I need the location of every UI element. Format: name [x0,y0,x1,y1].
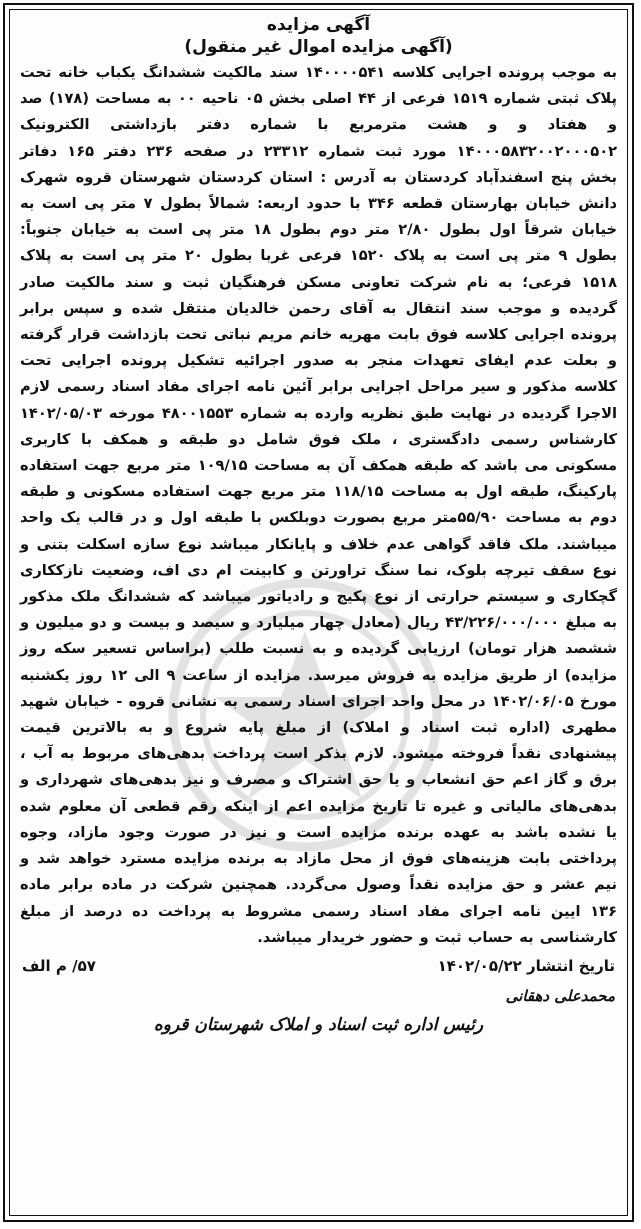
notice-inner-border [9,9,628,1216]
publication-row [20,953,617,979]
signer-name: محمدعلی دهقانی [505,986,615,1005]
notice-subtitle: (آگهی مزایده اموال غیر منقول) [184,37,453,57]
signer-title: رئیس اداره ثبت اسناد و املاک شهرستان قروه [153,1014,484,1035]
reference-code: ۵۷/ م الف [22,956,96,975]
publish-date: تاریخ انتشار ۱۴۰۲/۰۵/۲۲ [437,956,615,975]
notice-frame [3,3,634,1222]
notice-title: آگهی مزایده [266,15,371,35]
notice-body: به موجب پرونده اجرایی کلاسه ۱۴۰۰۰۰۵۴۱ سند مالکیت ششدانگ یکباب خانه تحت پلاک ثبتی شماره ۱۵۱۹ فرعی از ۴۴ اصلی بخش ۰۵ ناحیه ۰۰ به مساحت (۱۷۸) صد و هفتاد و و هشت مترمربع با شماره دفتر بازداشتی الکترونیک ۱۴۰۰۰۵۸۳۲۰۰۲۰۰۰۵۰۲ مورد ثبت شماره ۲۳۳۱۲ در صفحه ۲۳۶ دفتر ۱۶۵ دفاتر بخش پنج اسفندآباد کردستان به آدرس : استان کردستان شهرستان قروه شهرک دانش خیابان بهارستان قطعه ۳۴۶ با حدود اربعه: شمالاً بطول ۷ متر پی است به خیابان شرقاً اول بطول ۲/۸۰ متر دوم بطول ۱۸ متر پی است به خیابان جنوباً: بطول ۹ متر پی است به پلاک ۱۵۲۰ فرعی غربا بطول ۲۰ متر پی است به پلاک ۱۵۱۸ فرعی؛ به نام شرکت تعاونی مسکن فرهنگیان ثبت و سند مالکیت صادر گردیده و موجب سند انتقال به آقای رحمن خالدیان منتقل شده و سپس برابر پرونده اجرایی کلاسه فوق بابت مهریه خانم مریم نباتی تحت بازداشت قرار گرفته و بعلت عدم ایفای تعهدات منجر به صدور اجرائیه تشکیل پرونده اجرایی تحت کلاسه مذکور و سیر مراحل اجرایی برابر آئین نامه اجرای مفاد اسناد رسمی لازم الاجرا گردیده در نهایت طبق نظریه وارده به شماره ۴۸۰۰۱۵۵۳ مورخه ۱۴۰۲/۰۵/۰۳ کارشناس رسمی دادگستری ، ملک فوق شامل دو طبقه و همکف با کاربری مسکونی می باشد که طبقه همکف آن به مساحت ۱۰۹/۱۵ متر مربع جهت استفاده پارکینگ، طبقه اول به مساحت ۱۱۸/۱۵ متر مربع جهت استفاده مسکونی و طبقه دوم به مساحت ۵۵/۹۰متر مربع بصورت دوبلکس با طبقه اول و در قالب یک واحد میباشند. ملک فاقد گواهی عدم خلاف و پایانکار میباشد نوع سازه اسکلت بتنی و نوع سقف تیرچه بلوک، نما سنگ تراورتن و کابینت ام دی اف، وضعیت نازککاری گچکاری و سیستم حرارتی از نوع پکیج و رادیاتور میباشد که ششدانگ ملک مذکور به مبلغ ۴۳/۲۲۶/۰۰۰/۰۰۰ ریال (معادل چهار میلیارد و سیصد و بیست و دو میلیون و ششصد هزار تومان) ارزیابی گردیده و به نسبت طلب (براساس تسعیر سکه روز مزایده) از طریق مزایده به فروش میرسد. مزایده از ساعت ۹ الی ۱۲ روز یکشنبه مورخ ۱۴۰۲/۰۶/۰۵ در محل واحد اجرای اسناد رسمی به نشانی قروه - خیابان شهید مطهری (اداره ثبت اسناد و املاک) از مبلغ پایه شروع و به بالاترین قیمت پیشنهادی نقداً فروخته میشود. لازم بذکر است پرداخت بدهی‌های مربوط به آب ، برق و گاز اعم حق انشعاب و یا حق اشتراک و مصرف و نیز بدهی‌های شهرداری و بدهی‌های مالیاتی و غیره تا تاریخ مزایده اعم از اینکه رقم قطعی آن معلوم شده یا نشده باشد به عهده برنده مزایده است و نیز در صورت وجود مازاد، وجوه پرداختی بابت هزینه‌های فوق از محل مازاد به برنده مزایده مسترد خواهد شد و نیم عشر و حق مزایده نقداً وصول می‌گردد. همچنین شرکت در ماده برابر ماده ۱۳۶ ایین نامه اجرای مفاد اسناد رسمی مشروط به پرداخت ده درصد از مبلغ کارشناسی به حساب ثبت و حضور خریدار میباشد. [20,64,618,946]
